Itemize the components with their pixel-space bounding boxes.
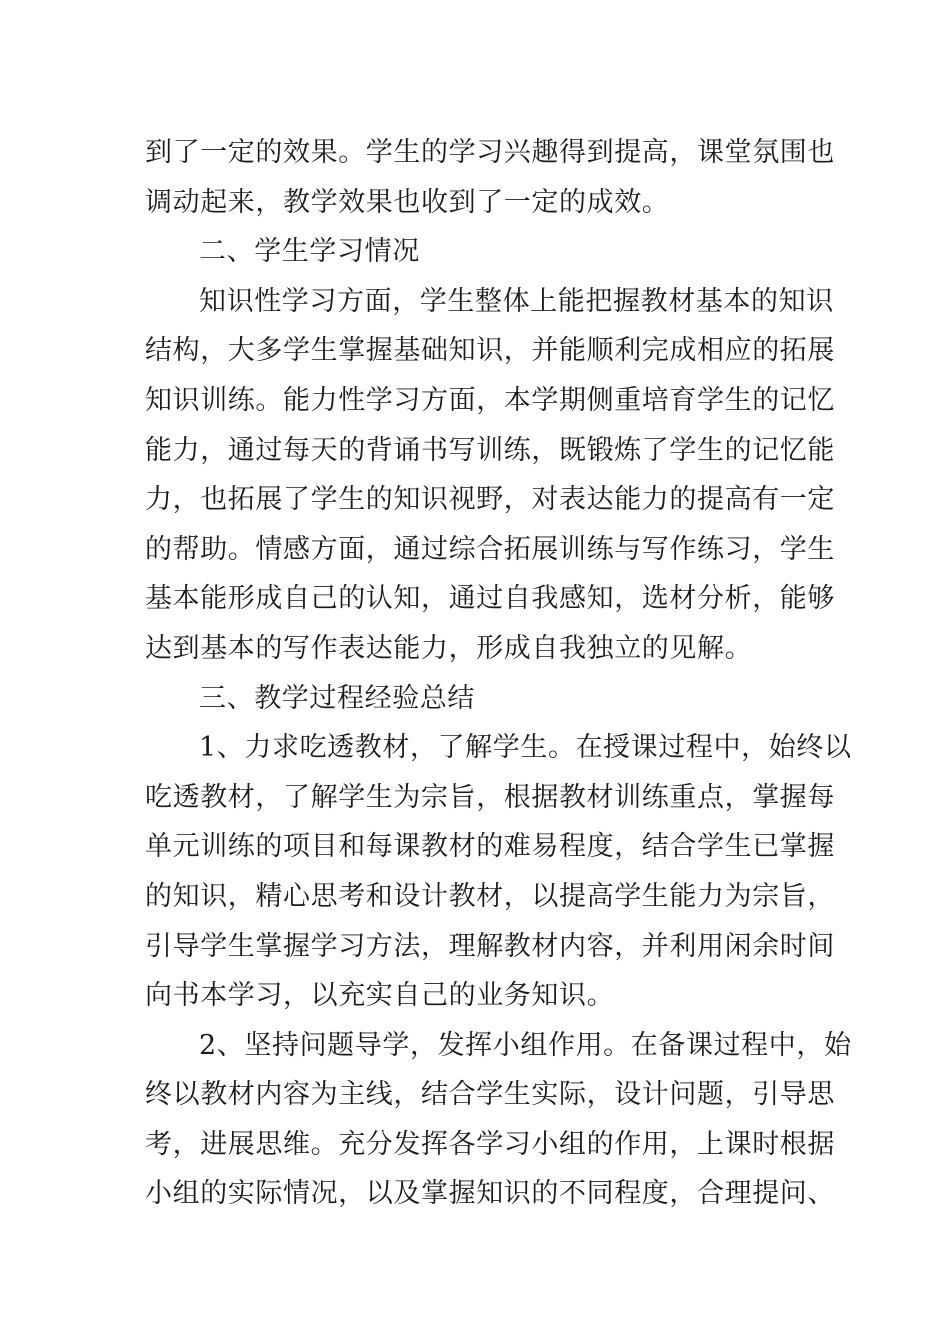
text-line: 力，也拓展了学生的知识视野，对表达能力的提高有一定 <box>145 484 835 516</box>
text-line: 考，进展思维。充分发挥各学习小组的作用，上课时根据 <box>145 1128 835 1160</box>
paragraph-start-line: 1、力求吃透教材，了解学生。在授课过程中，始终以 <box>199 732 852 764</box>
section-heading: 三、教学过程经验总结 <box>199 682 475 714</box>
text-line: 的知识，精心思考和设计教材，以提高学生能力为宗旨， <box>145 880 835 912</box>
document-body <box>145 128 852 1219</box>
text-line: 达到基本的写作表达能力，形成自我独立的见解。 <box>145 632 753 664</box>
text-line: 引导学生掌握学习方法，理解教材内容，并利用闲余时间 <box>145 930 835 962</box>
text-line: 单元训练的项目和每课教材的难易程度，结合学生已掌握 <box>145 831 835 863</box>
paragraph-start-line: 知识性学习方面，学生整体上能把握教材基本的知识 <box>199 285 834 317</box>
text-line: 向书本学习，以充实自己的业务知识。 <box>145 980 615 1012</box>
paragraph-start-line: 2、坚持问题导学，发挥小组作用。在备课过程中，始 <box>199 1029 852 1061</box>
text-line: 的帮助。情感方面，通过综合拓展训练与写作练习，学生 <box>145 533 835 565</box>
text-line: 知识训练。能力性学习方面，本学期侧重培育学生的记忆 <box>145 384 835 416</box>
text-line: 能力，通过每天的背诵书写训练，既锻炼了学生的记忆能 <box>145 434 835 466</box>
text-line: 到了一定的效果。学生的学习兴趣得到提高，课堂氛围也 <box>145 137 835 168</box>
section-heading: 二、学生学习情况 <box>199 236 420 268</box>
text-line: 小组的实际情况，以及掌握知识的不同程度，合理提问、 <box>145 1178 835 1210</box>
text-line: 吃透教材，了解学生为宗旨，根据教材训练重点，掌握每 <box>145 781 835 813</box>
text-line: 基本能形成自己的认知，通过自我感知，选材分析，能够 <box>145 583 835 615</box>
text-line: 调动起来，教学效果也收到了一定的成效。 <box>145 186 670 218</box>
text-line: 结构，大多学生掌握基础知识，并能顺利完成相应的拓展 <box>145 335 835 367</box>
text-line: 终以教材内容为主线，结合学生实际，设计问题，引导思 <box>145 1079 835 1111</box>
